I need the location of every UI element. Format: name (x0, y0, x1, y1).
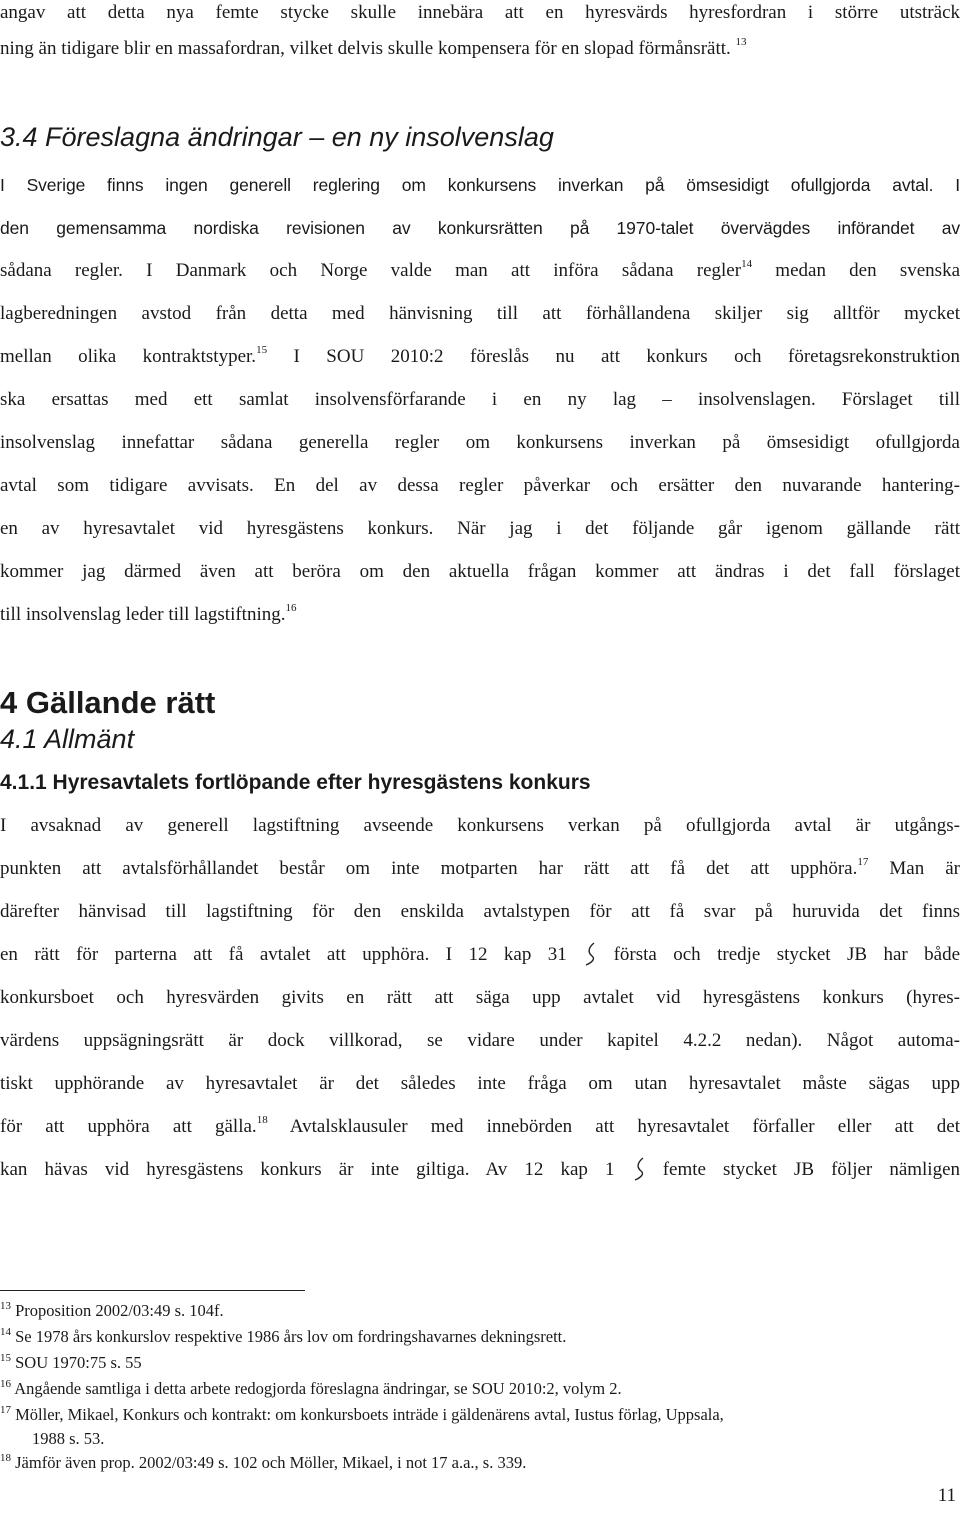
footnote-13: $^{13}$ Proposition 2002/03:49 s. 104f. (0, 1300, 224, 1320)
footnote-ref-18[interactable]: 18 (256, 1114, 268, 1126)
section-heading-3-4: 3.4 Föreslagna ändringar – en ny insolvenslag (0, 122, 554, 152)
p2-line-6: värdens uppsägningsrätt är dock villkorad, se vidare under kapitel 4.2.2 nedan). Något automa- (0, 1030, 960, 1051)
footnote-17: $^{17}$ Möller, Mikael, Konkurs och kontrakt: om konkursboets inträde i gäldenärens avtal, Iustus förlag, Uppsala, (0, 1404, 724, 1424)
p1-line-3: sådana regler. I Danmark och Norge valde man att införa sådana regler$^{14}$ medan den svenska (0, 258, 960, 281)
footnote-15: $^{15}$ SOU 1970:75 s. 55 (0, 1352, 142, 1372)
page-number: 11 (937, 1485, 956, 1506)
p1-line-8: avtal som tidigare avvisats. En del av dessa regler påverkar och ersätter den nuvarande hantering- (0, 475, 960, 496)
p1-line-5: mellan olika kontraktstyper.$^{15}$ I SOU 2010:2 föreslås nu att konkurs och företagsrekonstruktion (0, 344, 960, 367)
subsection-heading-4-1-1: 4.1.1 Hyresavtalets fortlöpande efter hyresgästens konkurs (0, 771, 591, 794)
p2-line-5: konkursboet och hyresvärden givits en rätt att säga upp avtalet vid hyresgästens konkurs (hyres- (0, 987, 960, 1008)
p2-line-3: därefter hänvisad till lagstiftning för den enskilda avtalstypen för att få svar på huruvida det finns (0, 901, 960, 922)
p1-line-10: kommer jag därmed även att beröra om den aktuella frågan kommer att ändras i det fall förslaget (0, 561, 960, 582)
section-heading-4-1: 4.1 Allmänt (0, 724, 135, 754)
footnote-18: $^{18}$ Jämför även prop. 2002/03:49 s. 102 och Möller, Mikael, i not 17 a.a., s. 339. (0, 1452, 527, 1472)
chapter-heading-4: 4 Gällande rätt (0, 685, 216, 720)
footnote-ref-17[interactable]: 17 (857, 856, 869, 868)
p1-line-1: I Sverige finns ingen generell reglering om konkursens inverkan på ömsesidigt ofullgjorda avtal. I (0, 175, 960, 195)
p2-line-7: tiskt upphörande av hyresavtalet är det således inte fråga om utan hyresavtalet måste sägas upp (0, 1073, 960, 1094)
p2-line-8: för att upphöra att gälla.$^{18}$ Avtalsklausuler med innebörden att hyresavtalet förfaller eller att det (0, 1114, 960, 1137)
p1-line-6: ska ersattas med ett samlat insolvensförfarande i en ny lag – insolvenslagen. Förslaget till (0, 389, 960, 410)
p1-line-2: den gemensamma nordiska revisionen av konkursrätten på 1970-talet övervägdes införandet av (0, 218, 960, 238)
footnote-ref-16[interactable]: 16 (285, 602, 297, 614)
intro-line-2: ning än tidigare blir en massafordran, vilket delvis skulle kompensera för en slopad förmånsrätt. $^{13}$ (0, 36, 747, 59)
p2-line-9: kan hävas vid hyresgästens konkurs är inte giltiga. Av 12 kap 1 femte stycket JB följer nämligen (0, 1159, 960, 1180)
footnote-separator (0, 1290, 305, 1291)
p1-line-9: en av hyresavtalet vid hyresgästens konkurs. När jag i det följande går igenom gällande rätt (0, 518, 960, 539)
section-sign-glyph (583, 942, 597, 964)
intro-line-1: angav att detta nya femte stycke skulle innebära att en hyresvärds hyresfordran i större utsträck (0, 2, 960, 23)
p2-line-2: punkten att avtalsförhållandet består om inte motparten har rätt att få det att upphöra.$^{17}$ Man är (0, 856, 960, 879)
p1-line-4: lagberedningen avstod från detta med hänvisning till att förhållandena skiljer sig alltför mycket (0, 303, 960, 324)
section-sign-glyph (632, 1157, 646, 1179)
footnote-17-continuation: 1988 s. 53. (32, 1429, 105, 1448)
footnote-ref-14[interactable]: 14 (741, 258, 753, 270)
footnote-ref-13[interactable]: 13 (735, 36, 747, 48)
footnote-ref-15[interactable]: 15 (256, 344, 268, 356)
footnote-14: $^{14}$ Se 1978 års konkurslov respektive 1986 års lov om fordringshavarnes dekningsrett. (0, 1326, 567, 1346)
p2-line-4: en rätt för parterna att få avtalet att upphöra. I 12 kap 31 första och tredje stycket JB har både (0, 944, 960, 965)
p1-line-7: insolvenslag innefattar sådana generella regler om konkursens inverkan på ömsesidigt ofullgjorda (0, 432, 960, 453)
p1-line-11: till insolvenslag leder till lagstiftning.$^{16}$ (0, 602, 297, 625)
p2-line-1: I avsaknad av generell lagstiftning avseende konkursens verkan på ofullgjorda avtal är utgångs- (0, 815, 960, 836)
footnote-16: $^{16}$ Angående samtliga i detta arbete redogjorda föreslagna ändringar, se SOU 2010:2, volym 2. (0, 1378, 622, 1398)
